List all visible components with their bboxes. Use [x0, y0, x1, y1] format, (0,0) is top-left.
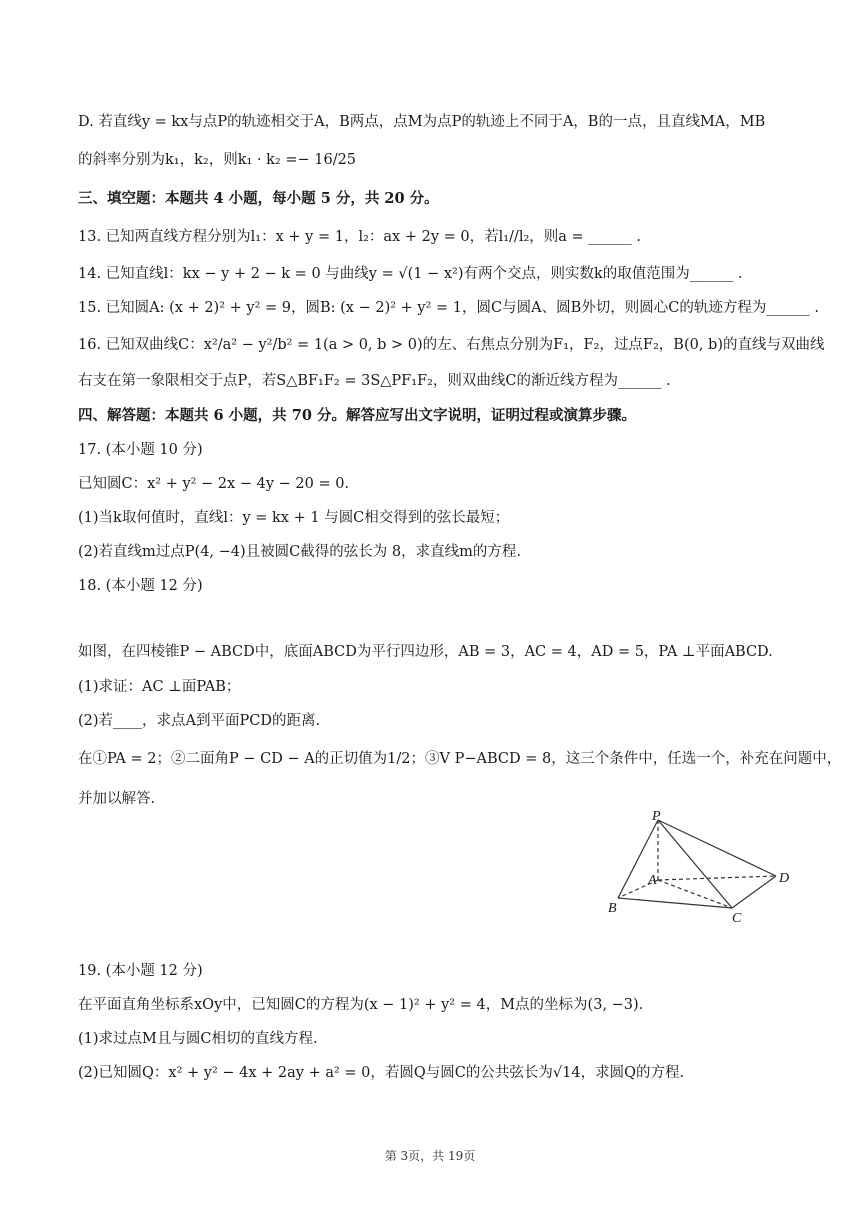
label-d: D	[779, 871, 790, 886]
label-c: C	[732, 911, 742, 926]
question-17-part2: (2)若直线m过点P(4, −4)且被圆C截得的弦长为 8，求直线m的方程.	[78, 544, 521, 560]
page-footer: 第 3页，共 19页	[384, 1149, 476, 1163]
pyramid-figure	[608, 808, 798, 926]
question-18-conditions: 在①PA = 2；②二面角P − CD − A的正切值为1/2；③V P−ABCD = 8，这三个条件中，任选一个，补充在问题中，	[78, 751, 842, 767]
question-13: 13. 已知两直线方程分别为l₁：x + y = 1，l₂：ax + 2y = 0，若l₁//l₂，则a = ______ .	[78, 229, 641, 245]
question-19-title: 19. (本小题 12 分)	[78, 963, 203, 979]
label-b: B	[608, 901, 617, 916]
label-p: P	[652, 809, 661, 824]
question-18-part1: (1)求证：AC ⊥面PAB；	[78, 679, 241, 695]
question-18-part2: (2)若____，求点A到平面PCD的距离.	[78, 713, 321, 729]
question-14: 14. 已知直线l：kx − y + 2 − k = 0 与曲线y = √(1 − x²)有两个交点，则实数k的取值范围为______ .	[78, 266, 743, 282]
question-19-part1: (1)求过点M且与圆C相切的直线方程.	[78, 1031, 318, 1047]
section-answer-heading: 四、解答题：本题共 6 小题，共 70 分。解答应写出文字说明，证明过程或演算步骤。	[78, 407, 636, 424]
question-17-part1: (1)当k取何值时，直线l：y = kx + 1 与圆C相交得到的弦长最短；	[78, 510, 510, 526]
question-16: 16. 已知双曲线C：x²/a² − y²/b² = 1(a > 0, b > 0)的左、右焦点分别为F₁，F₂，过点F₂，B(0, b)的直线与双曲线	[78, 337, 825, 353]
line-option-d-cont: 的斜率分别为k₁，k₂，则k₁ · k₂ =− 16/25	[78, 152, 357, 168]
question-19-stem: 在平面直角坐标系xOy中，已知圆C的方程为(x − 1)² + y² = 4，M点的坐标为(3, −3).	[78, 997, 644, 1013]
question-18-conditions-cont: 并加以解答.	[78, 791, 156, 807]
question-17-stem: 已知圆C：x² + y² − 2x − 4y − 20 = 0.	[78, 476, 350, 492]
question-15: 15. 已知圆A: (x + 2)² + y² = 9，圆B: (x − 2)² + y² = 1，圆C与圆A、圆B外切，则圆心C的轨迹方程为______ .	[78, 300, 820, 316]
question-18-stem: 如图，在四棱锥P − ABCD中，底面ABCD为平行四边形，AB = 3，AC = 4，AD = 5，PA ⊥平面ABCD.	[78, 644, 773, 660]
question-18-title: 18. (本小题 12 分)	[78, 578, 203, 594]
question-17-title: 17. (本小题 10 分)	[78, 442, 203, 458]
question-16-cont: 右支在第一象限相交于点P，若S△BF₁F₂ = 3S△PF₁F₂，则双曲线C的渐近线方程为______ .	[78, 373, 671, 389]
question-19-part2: (2)已知圆Q：x² + y² − 4x + 2ay + a² = 0，若圆Q与圆C的公共弦长为√14，求圆Q的方程.	[78, 1065, 685, 1081]
section-fill-in-heading: 三、填空题：本题共 4 小题，每小题 5 分，共 20 分。	[78, 190, 439, 207]
label-a: A	[648, 873, 657, 888]
line-option-d: D. 若直线y = kx与点P的轨迹相交于A，B两点，点M为点P的轨迹上不同于A，B的一点，且直线MA，MB	[78, 114, 766, 130]
